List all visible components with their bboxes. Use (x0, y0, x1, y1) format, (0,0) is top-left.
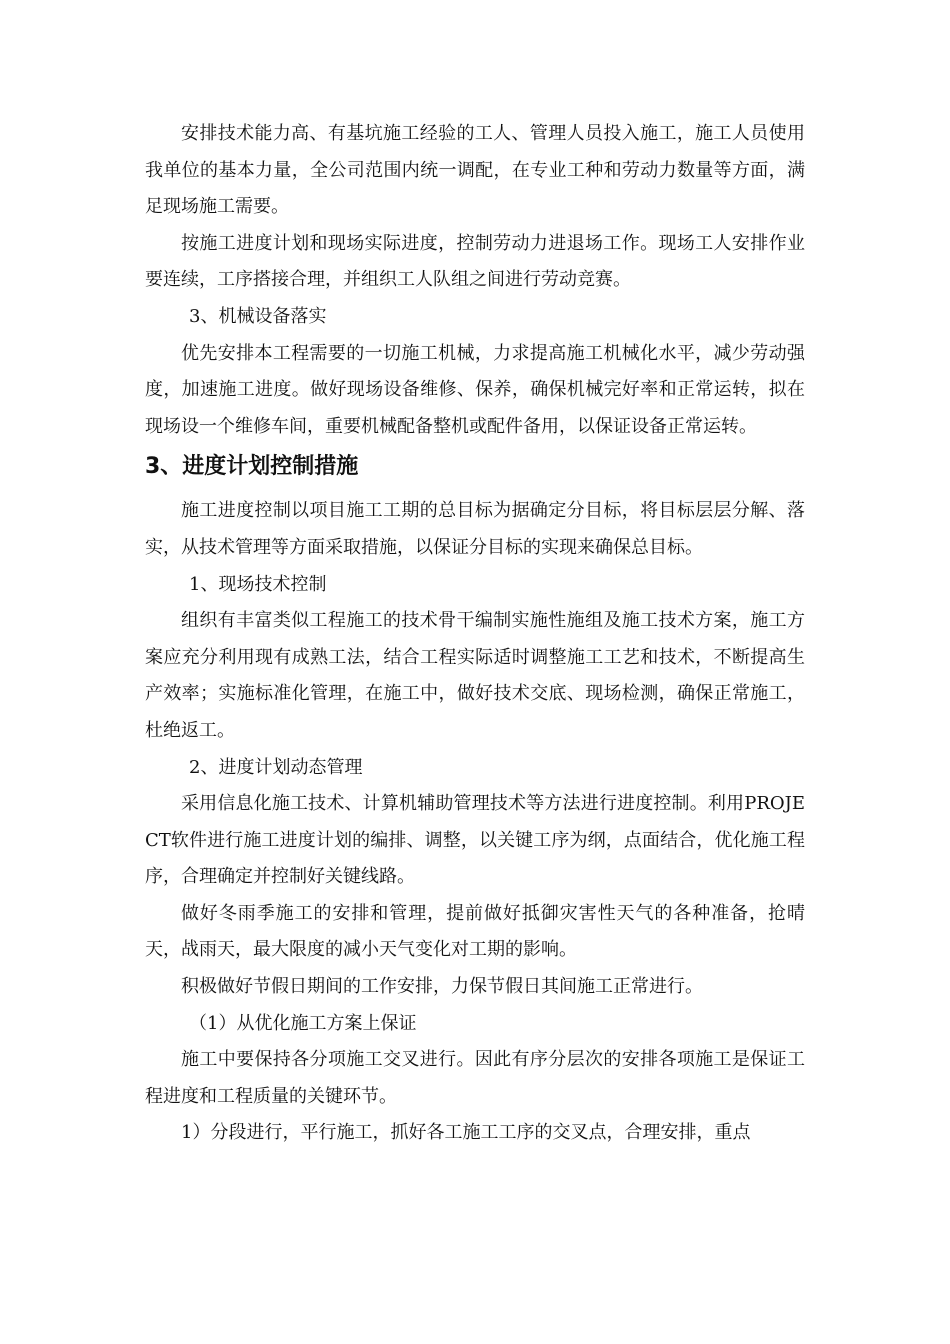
section-heading-schedule-control: 3、进度计划控制措施 (145, 454, 359, 480)
paragraph-holidays: 积极做好节假日期间的工作安排，力保节假日其间施工正常进行。 (181, 976, 703, 998)
paragraph-machinery: 优先安排本工程需要的一切施工机械，力求提高施工机械化水平，减少劳动强度，加速施工进度。做好现场设备维修、保养，确保机械完好率和正常运转，拟在现场设一个维修车间，重要机械配备整机或配件备用，以保证设备正常运转。 (145, 342, 805, 437)
paragraph-cross-construction: 施工中要保持各分项施工交叉进行。因此有序分层次的安排各项施工是保证工程进度和工程质量的关键环节。 (145, 1049, 805, 1107)
subheading-site-technical-control: 1、现场技术控制 (189, 573, 327, 595)
subheading-optimize-plan: （1）从优化施工方案上保证 (189, 1012, 417, 1034)
subheading-machinery: 3、机械设备落实 (189, 305, 327, 327)
paragraph-segmented-work: 1）分段进行，平行施工，抓好各工施工工序的交叉点，合理安排，重点 (181, 1122, 751, 1144)
paragraph-dynamic-management: 采用信息化施工技术、计算机辅助管理技术等方法进行进度控制。利用PROJECT软件进行施工进度计划的编排、调整，以关键工序为纲，点面结合，优化施工程序，合理确定并控制好关键线路。 (145, 793, 805, 888)
document-body (145, 116, 805, 1152)
paragraph-technical-control: 组织有丰富类似工程施工的技术骨干编制实施性施组及施工技术方案，施工方案应充分利用现有成熟工法，结合工程实际适时调整施工工艺和技术，不断提高生产效率；实施标准化管理，在施工中，做好技术交底、现场检测，确保正常施工，杜绝返工。 (145, 610, 805, 741)
subheading-dynamic-management: 2、进度计划动态管理 (189, 756, 363, 778)
paragraph-weather: 做好冬雨季施工的安排和管理，提前做好抵御灾害性天气的各种准备，抢晴天，战雨天，最大限度的减小天气变化对工期的影响。 (145, 902, 805, 961)
paragraph-schedule-goal: 施工进度控制以项目施工工期的总目标为据确定分目标，将目标层层分解、落实，从技术管理等方面采取措施，以保证分目标的实现来确保总目标。 (145, 500, 805, 558)
paragraph-labor-control: 按施工进度计划和现场实际进度，控制劳动力进退场工作。现场工人安排作业要连续，工序搭接合理，并组织工人队组之间进行劳动竞赛。 (145, 232, 805, 291)
paragraph-labor-arrangement: 安排技术能力高、有基坑施工经验的工人、管理人员投入施工，施工人员使用我单位的基本力量，全公司范围内统一调配，在专业工种和劳动力数量等方面，满足现场施工需要。 (145, 123, 805, 218)
